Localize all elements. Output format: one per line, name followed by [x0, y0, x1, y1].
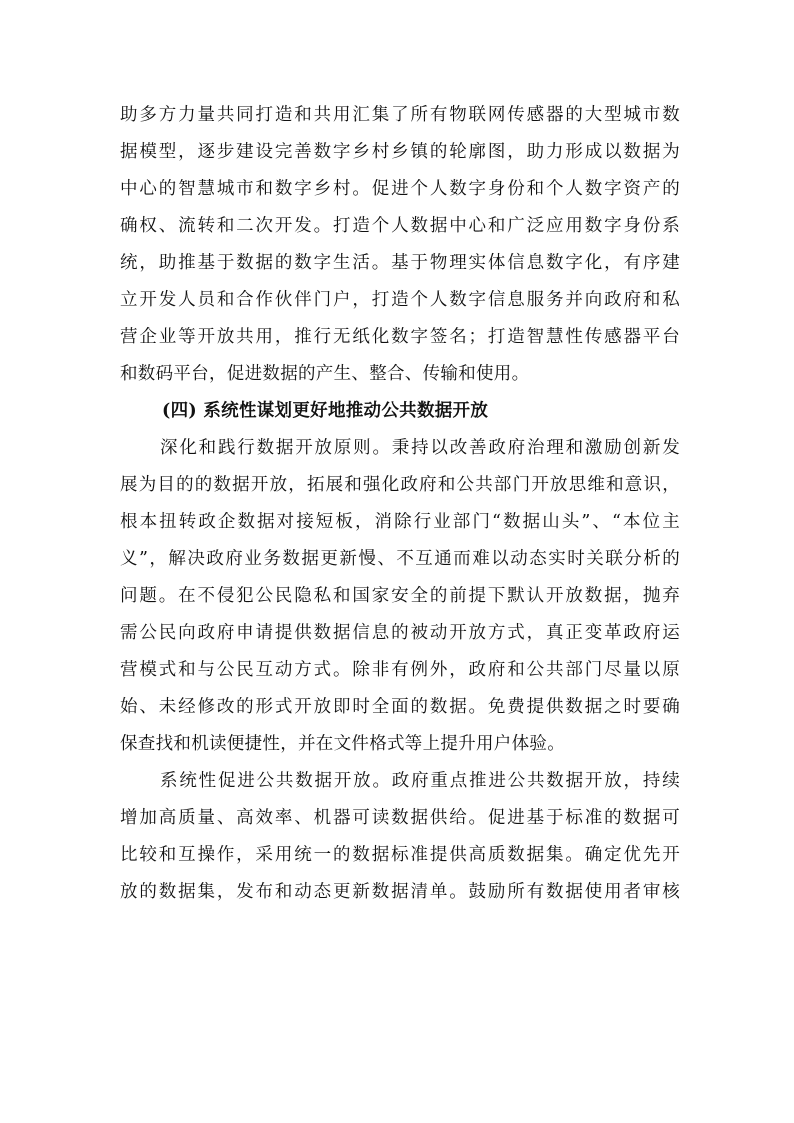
text-line: 立开发人员和合作伙伴门户，打造个人数字信息服务并向政府和私	[120, 290, 680, 310]
text-line: 统，助推基于数据的数字生活。基于物理实体信息数字化，有序建	[120, 253, 680, 273]
text-line: 系统性促进公共数据开放。政府重点推进公共数据开放，持续	[160, 771, 680, 791]
text-line: 展为目的的数据开放，拓展和强化政府和公共部门开放思维和意识，	[120, 475, 680, 495]
text-line: 增加高质量、高效率、机器可读数据供给。促进基于标准的数据可	[120, 808, 680, 828]
text-line: 问题。在不侵犯公民隐私和国家安全的前提下默认开放数据，抛弃	[120, 586, 680, 606]
text-line: 始、未经修改的形式开放即时全面的数据。免费提供数据之时要确	[120, 697, 680, 717]
text-line: 和数码平台，促进数据的产生、整合、传输和使用。	[120, 364, 530, 384]
text-line: 深化和践行数据开放原则。秉持以改善政府治理和激励创新发	[160, 438, 680, 458]
text-line: 放的数据集，发布和动态更新数据清单。鼓励所有数据使用者审核	[120, 882, 680, 902]
text-line: 根本扭转政企数据对接短板，消除行业部门“数据山头”、“本位主	[120, 512, 680, 532]
text-line: 营企业等开放共用，推行无纸化数字签名；打造智慧性传感器平台	[120, 327, 680, 347]
text-line: 助多方力量共同打造和共用汇集了所有物联网传感器的大型城市数	[120, 105, 680, 125]
text-line: 义”，解决政府业务数据更新慢、不互通而难以动态实时关联分析的	[120, 549, 680, 569]
paragraph-smart-city	[120, 97, 680, 393]
section-heading: (四) 系统性谋划更好地推动公共数据开放	[162, 401, 489, 421]
document-body	[120, 97, 680, 911]
text-line: 中心的智慧城市和数字乡村。促进个人数字身份和个人数字资产的	[120, 179, 680, 199]
text-line: 确权、流转和二次开发。打造个人数据中心和广泛应用数字身份系	[120, 216, 680, 236]
text-line: 营模式和与公民互动方式。除非有例外，政府和公共部门尽量以原	[120, 660, 680, 680]
text-line: 比较和互操作，采用统一的数据标准提供高质数据集。确定优先开	[120, 845, 680, 865]
paragraph-open-data-principles	[120, 430, 680, 763]
text-line: 据模型，逐步建设完善数字乡村乡镇的轮廓图，助力形成以数据为	[120, 142, 680, 162]
text-line: 保查找和机读便捷性，并在文件格式等上提升用户体验。	[120, 734, 565, 754]
paragraph-public-data-opening	[120, 763, 680, 911]
text-line: 需公民向政府申请提供数据信息的被动开放方式，真正变革政府运	[120, 623, 680, 643]
